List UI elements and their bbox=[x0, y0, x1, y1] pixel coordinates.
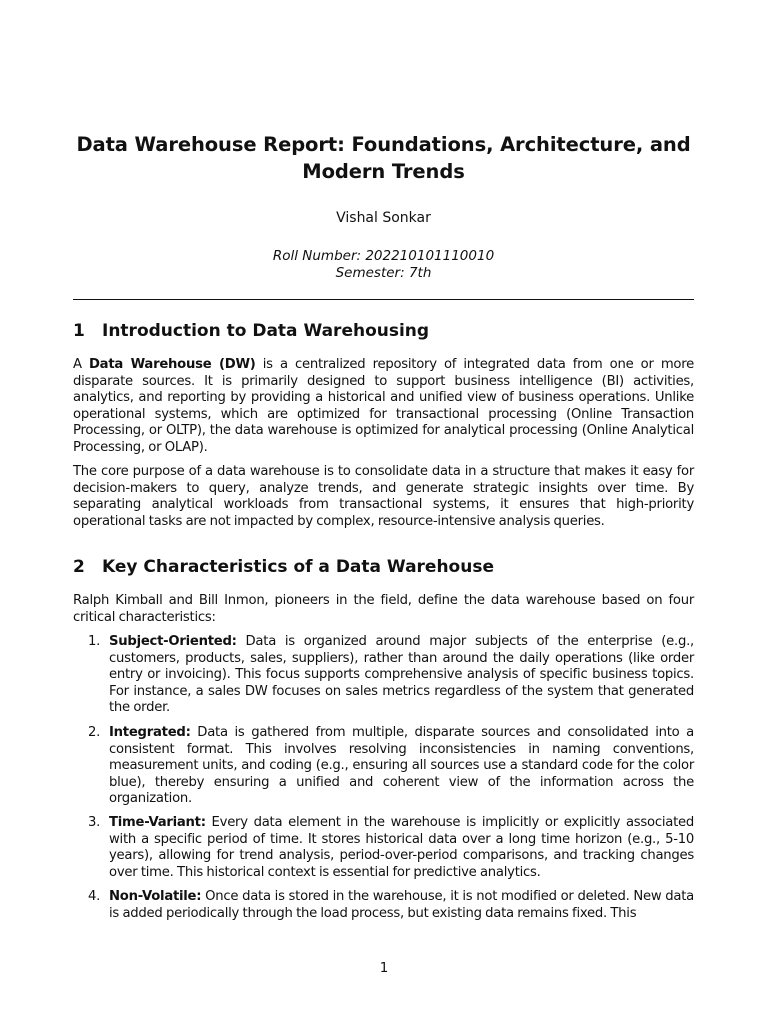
paragraph-text: is a centralized repository of integrated data from one or more disparate sources. It is primarily designed to support business intelligence (BI) activities, analytics, and reporting by providing a historical and unified view of business operations. Unlike operational systems, which are optimized for transactional processing (Online Transaction Processing, or OLTP), the data warehouse is optimized for analytical processing (Online Analytical Processing, or OLAP). bbox=[73, 357, 694, 455]
author-meta bbox=[73, 248, 694, 282]
paragraph-prefix: A bbox=[73, 357, 89, 372]
list-item-body bbox=[109, 725, 694, 808]
list-item-text: Data is gathered from multiple, disparate sources and consolidated into a consistent format. This involves resolving inconsistencies in naming conventions, measurement units, and coding (e.g., ensuring all sources use a standard code for the color blue), thereby ensuring a unified and coherent view of the information across the organization. bbox=[109, 725, 694, 807]
section-heading bbox=[73, 320, 694, 342]
list-item-body bbox=[109, 889, 694, 922]
list-item-term: Non-Volatile: bbox=[109, 889, 202, 904]
section-title: Key Characteristics of a Data Warehouse bbox=[102, 557, 494, 577]
list-item-term: Subject-Oriented: bbox=[109, 634, 237, 649]
list-item-text: Once data is stored in the warehouse, it is not modified or deleted. New data is added periodically through the load process, but existing data remains fixed. This bbox=[109, 889, 694, 921]
paragraph bbox=[73, 357, 694, 457]
list-marker: 2. bbox=[88, 725, 101, 740]
list-item-body bbox=[109, 634, 694, 717]
section-title: Introduction to Data Warehousing bbox=[102, 321, 430, 341]
list-item-text: Data is organized around major subjects of the enterprise (e.g., customers, products, sales, suppliers), rather than around the daily operations (like order entry or invoicing). This focus supports comprehensive analysis of specific business topics. For instance, a sales DW focuses on sales metrics regardless of the system that generated the order. bbox=[109, 634, 694, 716]
semester: Semester: 7th bbox=[335, 265, 432, 281]
page-number: 1 bbox=[379, 960, 389, 976]
section-number: 2 bbox=[73, 557, 85, 577]
section-heading bbox=[73, 556, 694, 578]
list-item-body bbox=[109, 815, 694, 881]
list-marker: 1. bbox=[88, 634, 101, 649]
list-item-term: Time-Variant: bbox=[109, 815, 206, 830]
list-item-term: Integrated: bbox=[109, 725, 191, 740]
document-title: Data Warehouse Report: Foundations, Architecture, and Modern Trends bbox=[76, 133, 691, 183]
paragraph: The core purpose of a data warehouse is to consolidate data in a structure that makes it easy for decision-makers to query, analyze trends, and generate strategic insights over time. By separating analytical workloads from transactional systems, it ensures that high-priority operational tasks are not impacted by complex, resource-intensive analysis queries. bbox=[73, 464, 694, 529]
paragraph: Ralph Kimball and Bill Inmon, pioneers in the field, define the data warehouse based on four critical characteristics: bbox=[73, 593, 694, 625]
defined-term: Data Warehouse (DW) bbox=[88, 357, 256, 372]
section-number: 1 bbox=[73, 321, 85, 341]
title-divider bbox=[73, 299, 694, 300]
author-name: Vishal Sonkar bbox=[336, 210, 431, 226]
roll-number: Roll Number: 202210101110010 bbox=[272, 248, 495, 264]
list-item-text: Every data element in the warehouse is implicitly or explicitly associated with a specific period of time. It stores historical data over a long time horizon (e.g., 5-10 years), allowing for trend analysis, period-over-period comparisons, and tracking changes over time. This historical context is essential for predictive analytics. bbox=[109, 815, 694, 880]
list-marker: 3. bbox=[88, 815, 101, 830]
list-marker: 4. bbox=[88, 889, 101, 904]
